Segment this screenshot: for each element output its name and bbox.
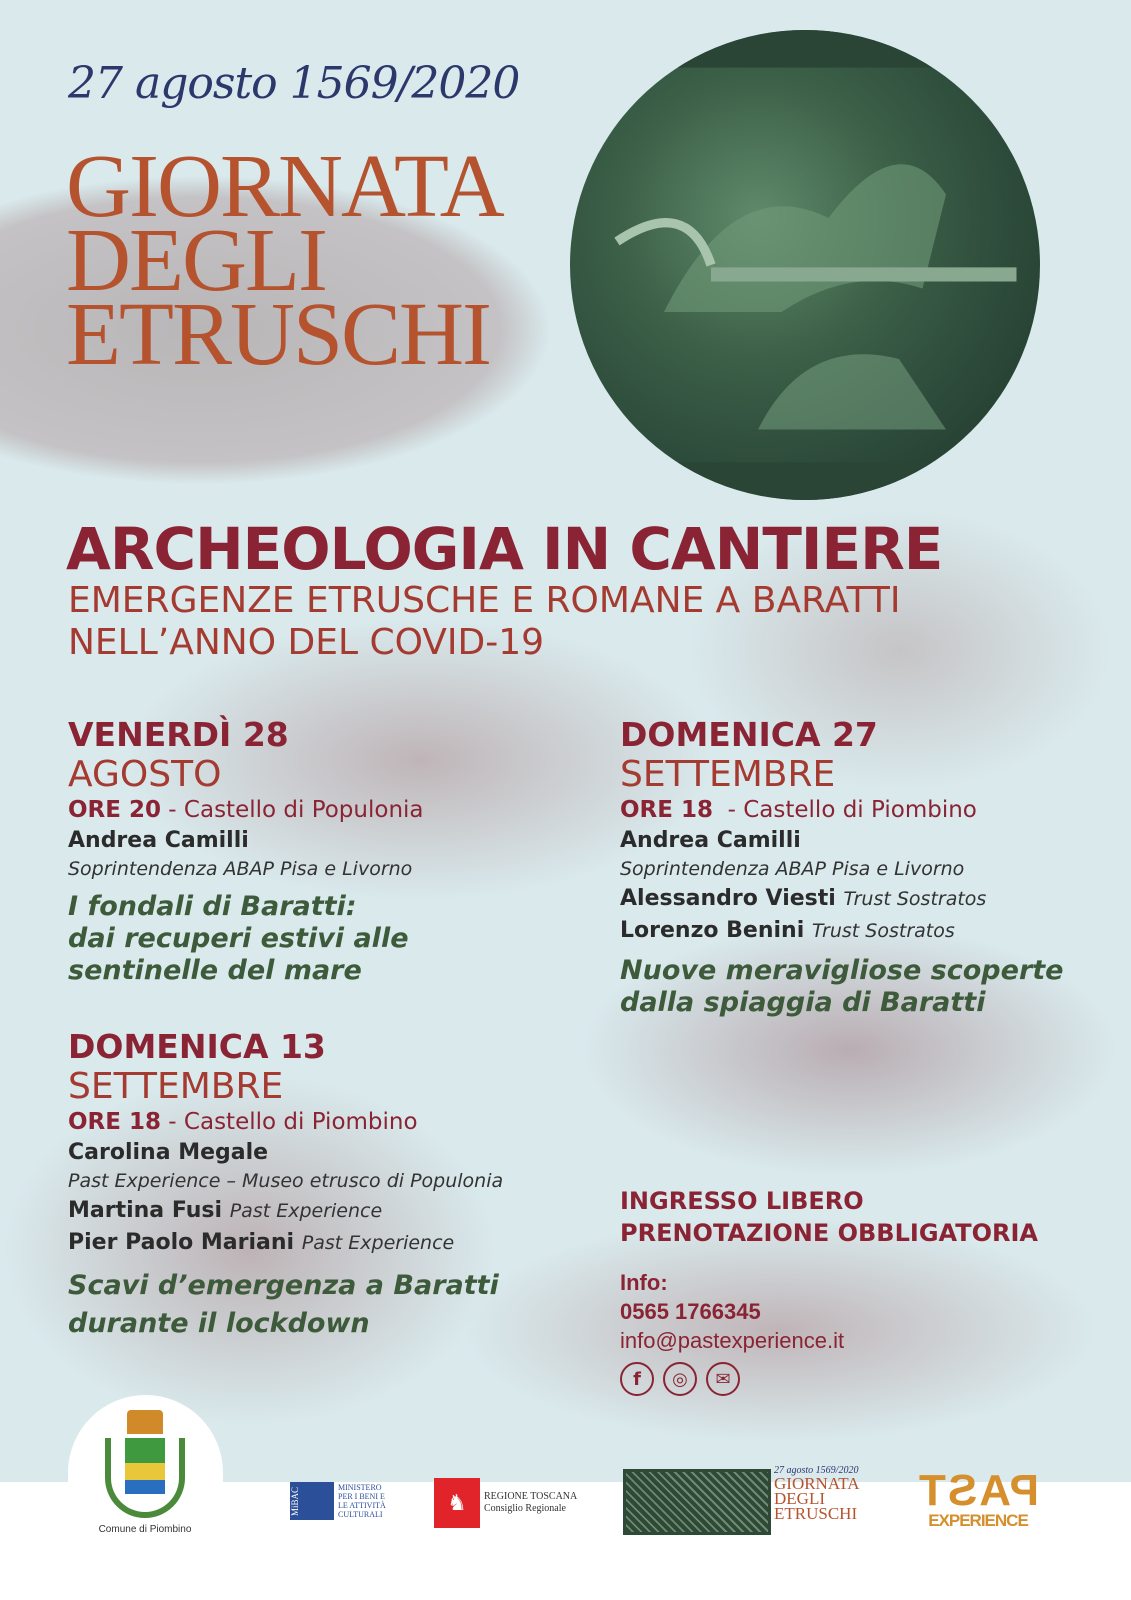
session-time: ORE 20 <box>68 797 161 823</box>
info-label: Info: <box>620 1270 668 1295</box>
past-experience-logo <box>912 1466 1044 1530</box>
giornata-logo-line: DEGLI <box>774 1489 825 1508</box>
event-subtitle <box>68 580 900 664</box>
giornata-logo-text <box>774 1465 860 1535</box>
talk-line: Scavi d’emergenza a Baratti <box>68 1270 499 1301</box>
speaker <box>68 1227 548 1259</box>
session-place: - Castello di Populonia <box>161 797 424 823</box>
free-entry: INGRESSO LIBERO <box>620 1187 864 1215</box>
speaker-name: Alessandro Viesti <box>620 886 836 911</box>
social-links <box>620 1362 740 1396</box>
speaker-name: Lorenzo Benini <box>620 918 805 943</box>
mibac-line: CULTURALI <box>338 1510 383 1519</box>
talk-line: dalla spiaggia di Baratti <box>620 987 986 1018</box>
speaker <box>68 1195 548 1227</box>
session-month: SETTEMBRE <box>620 754 836 795</box>
giornata-title <box>66 137 503 384</box>
subtitle-line: NELL’ANNO DEL COVID-19 <box>68 622 545 663</box>
session-day: DOMENICA 13 <box>68 1027 326 1066</box>
comune-label: Comune di Piombino <box>98 1524 192 1535</box>
speaker-name: Martina Fusi <box>68 1198 223 1223</box>
session-aug-28 <box>68 715 508 987</box>
mibac-line: PER I BENI E <box>338 1492 385 1501</box>
speaker-affiliation: Soprintendenza ABAP Pisa e Livorno <box>68 858 413 880</box>
session-time-place <box>68 1107 548 1137</box>
giornata-logo-line: ETRUSCHI <box>774 1504 858 1523</box>
mibac-text <box>338 1483 386 1519</box>
talk-title <box>620 955 1080 1019</box>
bronze-artifact-image <box>570 30 1040 500</box>
mibac-logo <box>290 1482 386 1520</box>
giornata-logo-date: 27 agosto 1569/2020 <box>774 1465 859 1476</box>
session-time: ORE 18 <box>68 1109 161 1135</box>
speaker-affiliation: Past Experience <box>301 1232 455 1254</box>
booking-required: PRENOTAZIONE OBBLIGATORIA <box>620 1219 1038 1247</box>
regione-text <box>484 1491 577 1515</box>
title-line: GIORNATA <box>66 137 503 236</box>
speaker-name: Carolina Megale <box>68 1140 269 1165</box>
speaker-affiliation: Past Experience – Museo etrusco di Populonia <box>68 1170 504 1192</box>
speaker-affiliation: Past Experience <box>229 1200 383 1222</box>
title-line: DEGLI <box>66 211 326 310</box>
session-time-place <box>68 795 508 825</box>
session-month: SETTEMBRE <box>68 1066 284 1107</box>
speaker-name: Andrea Camilli <box>68 828 249 853</box>
talk-line: sentinelle del mare <box>68 955 362 986</box>
mibac-line: LE ATTIVITÀ <box>338 1501 386 1510</box>
giornata-logo-line: GIORNATA <box>774 1474 860 1493</box>
speaker <box>620 883 1080 915</box>
crown-icon <box>127 1410 163 1434</box>
talk-title <box>68 891 508 987</box>
facebook-icon[interactable]: f <box>620 1362 654 1396</box>
session-place: - Castello di Piombino <box>161 1109 418 1135</box>
comune-di-piombino-logo <box>95 1410 195 1535</box>
speaker-name: Andrea Camilli <box>620 828 801 853</box>
session-sep-27 <box>620 715 1080 1019</box>
entry-info <box>620 1185 1038 1249</box>
email-icon[interactable]: ✉ <box>706 1362 740 1396</box>
speaker <box>620 915 1080 947</box>
past-word: PAST <box>916 1466 1040 1515</box>
session-place: - Castello di Piombino <box>713 797 977 823</box>
contact-info <box>620 1268 844 1355</box>
regione-line: REGIONE TOSCANA <box>484 1491 578 1502</box>
session-month: AGOSTO <box>68 754 222 795</box>
talk-line: Nuove meravigliose scoperte <box>620 955 1064 986</box>
event-date: 27 agosto 1569/2020 <box>68 58 520 109</box>
event-title: ARCHEOLOGIA IN CANTIERE <box>66 515 943 583</box>
experience-word: EXPERIENCE <box>928 1511 1028 1530</box>
regione-toscana-logo <box>434 1478 577 1528</box>
regione-line: Consiglio Regionale <box>484 1503 566 1514</box>
phone-number[interactable]: 0565 1766345 <box>620 1299 761 1324</box>
session-day: DOMENICA 27 <box>620 715 878 754</box>
pegasus-icon: ♞ <box>434 1478 480 1528</box>
talk-line: I fondali di Baratti: <box>68 891 357 922</box>
session-time-place <box>620 795 1080 825</box>
talk-line: dai recuperi estivi alle <box>68 923 409 954</box>
talk-title <box>68 1267 548 1343</box>
email-link[interactable]: info@pastexperience.it <box>620 1328 845 1353</box>
speaker-affiliation: Soprintendenza ABAP Pisa e Livorno <box>620 858 965 880</box>
title-line: ETRUSCHI <box>66 285 491 384</box>
session-time: ORE 18 <box>620 797 713 823</box>
session-sep-13 <box>68 1027 548 1343</box>
speaker-affiliation: Trust Sostratos <box>811 920 955 942</box>
speaker-name: Pier Paolo Mariani <box>68 1230 295 1255</box>
session-day: VENERDÌ 28 <box>68 715 289 754</box>
mibac-line: MINISTERO <box>338 1483 382 1492</box>
instagram-icon[interactable]: ◎ <box>663 1362 697 1396</box>
mibac-mark: MiBAC <box>290 1482 334 1520</box>
giornata-etruschi-logo <box>623 1465 860 1535</box>
subtitle-line: EMERGENZE ETRUSCHE E ROMANE A BARATTI <box>68 580 901 621</box>
speaker-affiliation: Trust Sostratos <box>843 888 987 910</box>
etruscan-pattern-icon <box>623 1469 771 1535</box>
coat-of-arms-icon <box>105 1438 185 1518</box>
talk-line: durante il lockdown <box>68 1308 370 1339</box>
